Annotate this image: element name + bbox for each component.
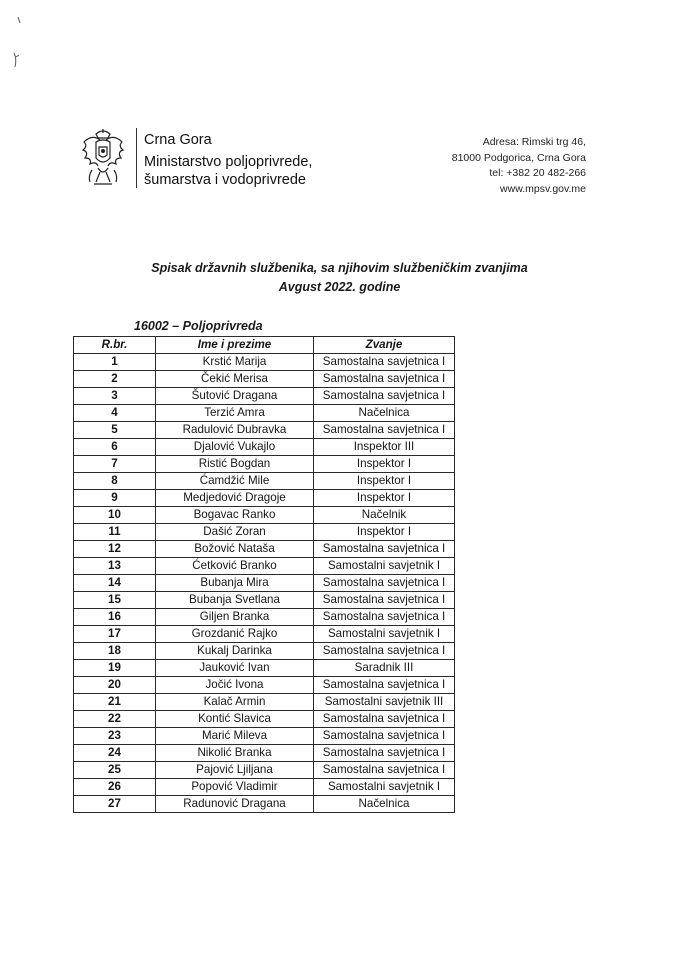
row-rank: Samostalna savjetnica I — [314, 388, 455, 405]
row-number: 10 — [74, 507, 156, 524]
row-employee-name: Marić Mileva — [156, 728, 314, 745]
table-row — [74, 694, 455, 711]
row-employee-name: Kontić Slavica — [156, 711, 314, 728]
row-number: 1 — [74, 354, 156, 371]
row-number: 18 — [74, 643, 156, 660]
row-number: 8 — [74, 473, 156, 490]
row-rank: Samostalna savjetnica I — [314, 592, 455, 609]
table-row — [74, 762, 455, 779]
table-row — [74, 609, 455, 626]
row-rank: Načelnica — [314, 405, 455, 422]
table-row — [74, 371, 455, 388]
table-row — [74, 796, 455, 813]
row-rank: Samostalni savjetnik I — [314, 626, 455, 643]
ministry-name-line-2: šumarstva i vodoprivrede — [144, 172, 306, 188]
table-row — [74, 422, 455, 439]
table-row — [74, 388, 455, 405]
row-rank: Samostalna savjetnica I — [314, 354, 455, 371]
row-rank: Inspektor I — [314, 524, 455, 541]
table-row — [74, 524, 455, 541]
header-title: Zvanje — [314, 337, 455, 354]
row-employee-name: Jauković Ivan — [156, 660, 314, 677]
table-row — [74, 541, 455, 558]
row-employee-name: Popović Vladimir — [156, 779, 314, 796]
row-employee-name: Kukalj Darinka — [156, 643, 314, 660]
row-employee-name: Djalović Vukajlo — [156, 439, 314, 456]
row-number: 23 — [74, 728, 156, 745]
row-number: 3 — [74, 388, 156, 405]
row-number: 12 — [74, 541, 156, 558]
address-street: Adresa: Rimski trg 46, — [482, 136, 586, 148]
row-employee-name: Krstić Marija — [156, 354, 314, 371]
row-employee-name: Ristić Bogdan — [156, 456, 314, 473]
row-employee-name: Bogavac Ranko — [156, 507, 314, 524]
row-number: 21 — [74, 694, 156, 711]
row-number: 7 — [74, 456, 156, 473]
row-employee-name: Dašić Zoran — [156, 524, 314, 541]
row-rank: Saradnik III — [314, 660, 455, 677]
row-number: 14 — [74, 575, 156, 592]
row-employee-name: Ćetković Branko — [156, 558, 314, 575]
ministry-name-block — [144, 131, 312, 189]
table-row — [74, 643, 455, 660]
table-row — [74, 575, 455, 592]
row-number: 22 — [74, 711, 156, 728]
row-employee-name: Giljen Branka — [156, 609, 314, 626]
row-employee-name: Nikolić Branka — [156, 745, 314, 762]
row-employee-name: Radunović Dragana — [156, 796, 314, 813]
row-rank: Samostalna savjetnica I — [314, 728, 455, 745]
row-rank: Samostalna savjetnica I — [314, 745, 455, 762]
row-employee-name: Šutović Dragana — [156, 388, 314, 405]
table-row — [74, 354, 455, 371]
row-number: 4 — [74, 405, 156, 422]
table-row — [74, 626, 455, 643]
row-number: 6 — [74, 439, 156, 456]
row-rank: Načelnik — [314, 507, 455, 524]
row-rank: Samostalni savjetnik I — [314, 558, 455, 575]
row-number: 2 — [74, 371, 156, 388]
row-rank: Inspektor I — [314, 473, 455, 490]
table-row — [74, 745, 455, 762]
row-rank: Inspektor III — [314, 439, 455, 456]
row-employee-name: Grozdanić Rajko — [156, 626, 314, 643]
department-label: 16002 – Poljoprivreda — [134, 319, 263, 333]
header-name: Ime i prezime — [156, 337, 314, 354]
row-employee-name: Pajović Ljiljana — [156, 762, 314, 779]
table-row — [74, 473, 455, 490]
staff-table — [73, 336, 455, 813]
table-row — [74, 558, 455, 575]
row-number: 17 — [74, 626, 156, 643]
address-website: www.mpsv.gov.me — [500, 182, 586, 195]
row-number: 13 — [74, 558, 156, 575]
row-employee-name: Čekić Merisa — [156, 371, 314, 388]
row-employee-name: Radulović Dubravka — [156, 422, 314, 439]
header-divider — [136, 128, 137, 188]
row-employee-name: Kalač Armin — [156, 694, 314, 711]
row-rank: Samostalna savjetnica I — [314, 609, 455, 626]
ministry-name-line-1: Ministarstvo poljoprivrede, — [144, 154, 313, 170]
row-employee-name: Božović Nataša — [156, 541, 314, 558]
row-number: 27 — [74, 796, 156, 813]
scan-speck-marks — [8, 15, 28, 75]
table-row — [74, 456, 455, 473]
coat-of-arms-icon — [78, 128, 128, 188]
row-number: 19 — [74, 660, 156, 677]
row-employee-name: Bubanja Mira — [156, 575, 314, 592]
address-phone: tel: +382 20 482-266 — [489, 167, 586, 179]
document-title-line-2: Avgust 2022. godine — [278, 280, 401, 294]
row-number: 26 — [74, 779, 156, 796]
row-rank: Samostalna savjetnica I — [314, 677, 455, 694]
row-employee-name: Ćamdžić Mile — [156, 473, 314, 490]
table-row — [74, 779, 455, 796]
table-row — [74, 490, 455, 507]
row-rank: Samostalna savjetnica I — [314, 541, 455, 558]
row-number: 24 — [74, 745, 156, 762]
row-number: 11 — [74, 524, 156, 541]
row-number: 5 — [74, 422, 156, 439]
table-row — [74, 711, 455, 728]
row-rank: Samostalna savjetnica I — [314, 711, 455, 728]
address-city: 81000 Podgorica, Crna Gora — [451, 151, 586, 164]
row-employee-name: Terzić Amra — [156, 405, 314, 422]
header-rbr: R.br. — [74, 337, 156, 354]
row-rank: Inspektor I — [314, 456, 455, 473]
document-title-line-1: Spisak državnih službenika, sa njihovim službeničkim zvanjima — [151, 261, 528, 275]
row-employee-name: Medjedović Dragoje — [156, 490, 314, 507]
row-number: 9 — [74, 490, 156, 507]
row-rank: Samostalna savjetnica I — [314, 575, 455, 592]
row-rank: Samostalna savjetnica I — [314, 643, 455, 660]
row-number: 16 — [74, 609, 156, 626]
row-rank: Načelnica — [314, 796, 455, 813]
row-rank: Samostalna savjetnica I — [314, 371, 455, 388]
table-row — [74, 728, 455, 745]
row-rank: Samostalna savjetnica I — [314, 762, 455, 779]
row-number: 20 — [74, 677, 156, 694]
row-rank: Samostalni savjetnik III — [314, 694, 455, 711]
table-row — [74, 677, 455, 694]
table-row — [74, 660, 455, 677]
row-rank: Samostalna savjetnica I — [314, 422, 455, 439]
table-row — [74, 405, 455, 422]
row-employee-name: Jočić Ivona — [156, 677, 314, 694]
row-rank: Samostalni savjetnik I — [314, 779, 455, 796]
row-rank: Inspektor I — [314, 490, 455, 507]
table-header-row — [74, 337, 455, 354]
table-row — [74, 592, 455, 609]
row-number: 25 — [74, 762, 156, 779]
row-employee-name: Bubanja Svetlana — [156, 592, 314, 609]
table-row — [74, 507, 455, 524]
country-name: Crna Gora — [144, 132, 212, 148]
row-number: 15 — [74, 592, 156, 609]
table-row — [74, 439, 455, 456]
address-block — [452, 135, 586, 197]
document-title — [0, 259, 679, 297]
